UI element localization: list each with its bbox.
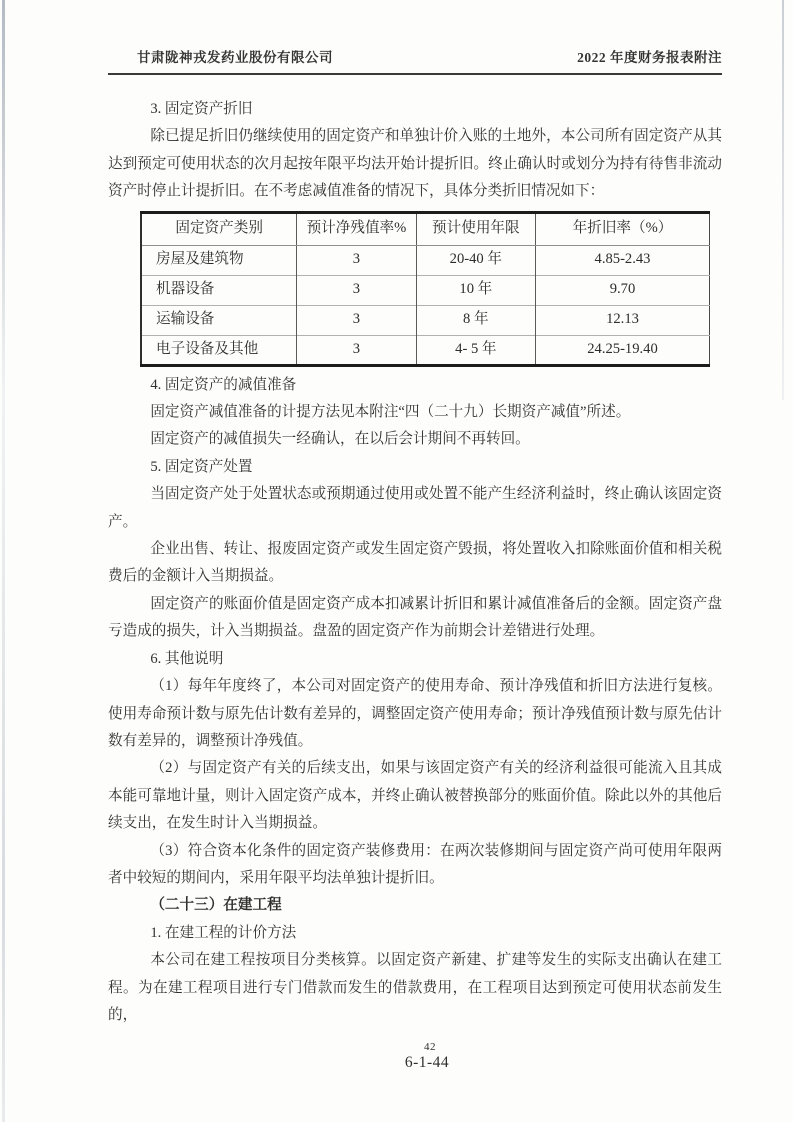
paragraph-other-note-3: （3）符合资本化条件的固定资产装修费用：在两次装修期间与固定资产尚可使用年限两者中较短的期间内，采用年限平均法单独计提折旧。 [108,842,722,886]
cell-residual-rate: 3 [297,245,416,275]
cell-depreciation-rate: 12.13 [536,305,710,335]
paragraph-carrying-value: 固定资产的账面价值是固定资产成本扣减累计折旧和累计减值准备后的金额。固定资产盘亏造成的损失，计入当期损益。盘盈的固定资产作为前期会计差错进行处理。 [108,595,722,640]
cell-residual-rate: 3 [297,275,416,305]
cell-depreciation-rate: 24.25-19.40 [536,335,710,365]
document-body [108,96,722,1029]
column-header-asset-category: 固定资产类别 [141,212,297,245]
footer-page-number: 6-1-44 [404,1054,450,1071]
paragraph-disposal-income: 企业出售、转让、报废固定资产或发生固定资产毁损，将处置收入扣除账面价值和相关税费后的金额计入当期损益。 [108,541,722,585]
document-title: 2022 年度财务报表附注 [577,50,722,65]
paragraph-other-note-2: （2）与固定资产有关的后续支出，如果与该固定资产有关的经济利益很可能流入且其成本能可靠地计量，则计入固定资产成本，并终止确认被替换部分的账面价值。除此以外的其他后续支出，在发生时计入当期损益。 [108,760,722,832]
footer-note-number: 42 [423,1041,436,1053]
cell-useful-life: 4- 5 年 [416,335,535,365]
paragraph-impairment-method: 固定资产减值准备的计提方法见本附注“四（二十九）长期资产减值”所述。 [150,404,631,421]
column-header-residual-rate: 预计净残值率% [297,212,416,245]
cell-depreciation-rate: 4.85-2.43 [536,245,710,275]
cell-category: 房屋及建筑物 [156,251,244,268]
depreciation-table [140,211,710,367]
scan-artifact-right-edge [782,0,784,400]
table-row-machinery [141,275,710,305]
heading-impairment-provision: 4. 固定资产的减值准备 [150,376,297,393]
heading-fixed-asset-depreciation: 3. 固定资产折旧 [150,101,253,117]
page-footer [405,1042,449,1073]
cell-category: 机器设备 [141,275,297,305]
depreciation-table-wrapper [140,211,722,367]
heading-other-notes: 6. 其他说明 [150,650,224,667]
cell-useful-life: 20-40 年 [416,245,535,275]
table-header-row [141,212,710,245]
table-row-buildings [141,245,710,275]
cell-category: 电子设备及其他 [141,335,297,365]
heading-construction-in-progress: （二十三）在建工程 [150,897,282,914]
cell-residual-rate: 3 [297,305,416,335]
table-row-transport [141,305,710,335]
cell-useful-life: 10 年 [416,275,535,305]
column-header-depreciation-rate: 年折旧率（%） [536,212,710,245]
paragraph-depreciation-policy: 除已提足折旧仍继续使用的固定资产和单独计价入账的土地外，本公司所有固定资产从其达到预定可使用状态的次月起按年限平均法开始计提折旧。终止确认时或划分为持有待售非流动资产时停止计提折旧。在不考虑减值准备的情况下，具体分类折旧情况如下： [108,128,722,200]
company-name: 甘肃陇神戎发药业股份有限公司 [137,50,333,65]
page-header [108,46,722,75]
paragraph-cip-accounting: 本公司在建工程按项目分类核算。以固定资产新建、扩建等发生的实际支出确认在建工程。为在建工程项目进行专门借款而发生的借款费用，在工程项目达到预定可使用状态前发生的， [108,952,722,1023]
cell-depreciation-rate: 9.70 [536,275,710,305]
table-row-electronics [141,335,710,365]
column-header-useful-life: 预计使用年限 [416,212,535,245]
paragraph-disposal-derecognition: 当固定资产处于处置状态或预期通过使用或处置不能产生经济利益时，终止确认该固定资产。 [108,486,722,530]
cell-category: 运输设备 [141,305,297,335]
paragraph-impairment-no-reversal: 固定资产的减值损失一经确认，在以后会计期间不再转回。 [150,431,530,448]
scan-artifact-left-edge [2,0,5,1122]
heading-asset-disposal: 5. 固定资产处置 [150,458,253,475]
cell-useful-life: 8 年 [416,305,535,335]
heading-cip-valuation-method: 1. 在建工程的计价方法 [150,924,297,941]
paragraph-other-note-1: （1）每年年度终了，本公司对固定资产的使用寿命、预计净残值和折旧方法进行复核。使用寿命预计数与原先估计数有差异的，调整固定资产使用寿命；预计净残值预计数与原先估计数有差异的，调整预计净残值。 [108,678,722,749]
cell-residual-rate: 3 [297,335,416,365]
